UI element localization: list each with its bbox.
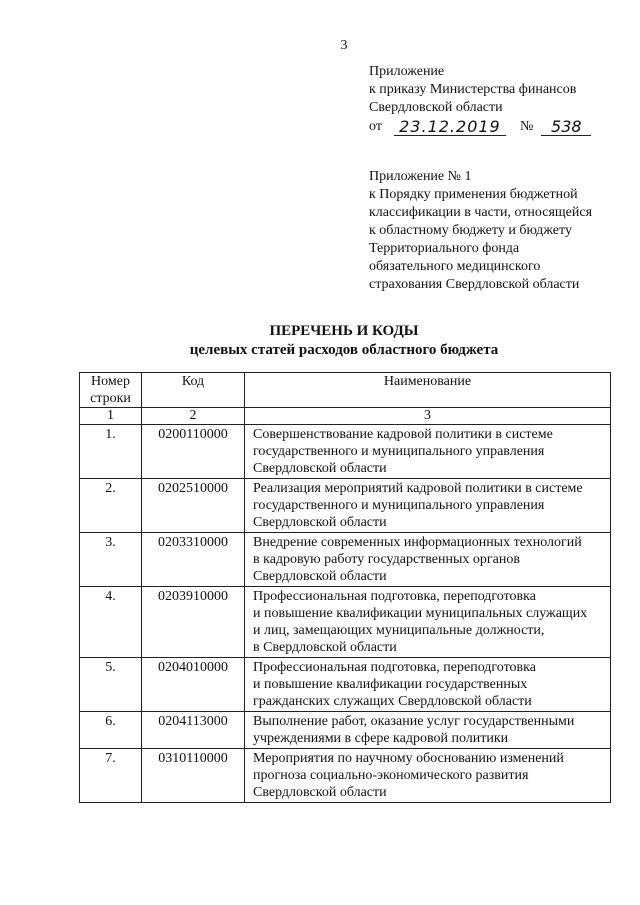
row-name-line: и лиц, замещающих муниципальные должности,: [253, 623, 545, 638]
row-name: [245, 712, 611, 749]
row-name-line: Свердловской области: [253, 461, 387, 476]
row-name-line: Реализация мероприятий кадровой политики в системе: [253, 481, 583, 496]
column-index-row: [80, 408, 611, 425]
handwritten-number: 538: [541, 119, 591, 136]
row-number: 3.: [80, 533, 142, 587]
header-name: Наименование: [245, 373, 611, 408]
column-index: 3: [245, 408, 611, 425]
title-line2: целевых статей расходов областного бюджета: [189, 342, 499, 358]
handwritten-date: 23.12.2019: [394, 119, 506, 136]
table-row: [80, 587, 611, 658]
row-number: 2.: [80, 479, 142, 533]
row-number: 7.: [80, 749, 142, 803]
row-code: 0204113000: [142, 712, 245, 749]
row-name-line: гражданских служащих Свердловской области: [253, 694, 532, 709]
row-name-line: в Свердловской области: [253, 640, 397, 655]
appendix-procedure-line: страхования Свердловской области: [369, 277, 580, 292]
page-number: 3: [340, 38, 348, 53]
row-code: 0200110000: [142, 425, 245, 479]
appendix-procedure-line: Территориального фонда: [369, 241, 520, 256]
row-name-line: и повышение квалификации государственных: [253, 677, 528, 692]
row-number: 4.: [80, 587, 142, 658]
row-name-line: Профессиональная подготовка, переподготовка: [253, 660, 536, 675]
appendix-procedure-line: обязательного медицинского: [369, 259, 541, 274]
codes-table: [79, 372, 611, 803]
appendix-procedure-line: к Порядку применения бюджетной: [369, 187, 578, 202]
row-code: 0204010000: [142, 658, 245, 712]
table-row: [80, 749, 611, 803]
order-date-number-line: [369, 118, 591, 136]
row-name: [245, 658, 611, 712]
row-name-line: и повышение квалификации муниципальных служащих: [253, 606, 588, 621]
appendix-procedure-line: к областному бюджету и бюджету: [369, 223, 572, 238]
appendix-procedure-line: классификации в части, относящейся: [369, 205, 593, 220]
column-index: 1: [80, 408, 142, 425]
table-row: [80, 425, 611, 479]
row-code: 0203310000: [142, 533, 245, 587]
table-body: [80, 425, 611, 803]
appendix-order-block: [369, 63, 591, 136]
row-name-line: Профессиональная подготовка, переподготовка: [253, 589, 536, 604]
appendix-order-line3: Свердловской области: [369, 100, 503, 115]
row-code: 0310110000: [142, 749, 245, 803]
title-line1: ПЕРЕЧЕНЬ И КОДЫ: [269, 323, 419, 339]
row-name: [245, 533, 611, 587]
number-label: №: [519, 119, 534, 134]
row-name-line: в кадровую работу государственных органов: [253, 552, 520, 567]
table-row: [80, 658, 611, 712]
row-name-line: Внедрение современных информационных технологий: [253, 535, 582, 550]
document-title: [0, 322, 640, 360]
row-name-line: Свердловской области: [253, 515, 387, 530]
table-header-row: [80, 373, 611, 408]
row-name: [245, 425, 611, 479]
appendix-order-line2: к приказу Министерства финансов: [369, 82, 577, 97]
appendix-procedure-block: [369, 168, 592, 294]
table-row: [80, 533, 611, 587]
row-name-line: государственного и муниципального управления: [253, 444, 545, 459]
row-name-line: Свердловской области: [253, 569, 387, 584]
row-name-line: учреждениями в сфере кадровой политики: [253, 731, 509, 746]
row-name-line: Свердловской области: [253, 785, 387, 800]
column-index: 2: [142, 408, 245, 425]
table-row: [80, 479, 611, 533]
date-prefix: от: [369, 119, 382, 134]
row-name-line: Совершенствование кадровой политики в системе: [253, 427, 553, 442]
row-name: [245, 479, 611, 533]
row-name-line: государственного и муниципального управления: [253, 498, 545, 513]
row-name: [245, 749, 611, 803]
header-number: Номер строки: [80, 373, 142, 408]
row-number: 6.: [80, 712, 142, 749]
row-code: 0203910000: [142, 587, 245, 658]
appendix-procedure-line: Приложение № 1: [369, 169, 472, 184]
row-name-line: прогноза социально-экономического развития: [253, 768, 529, 783]
appendix-order-line1: Приложение: [369, 64, 445, 79]
table-row: [80, 712, 611, 749]
row-name: [245, 587, 611, 658]
row-name-line: Мероприятия по научному обоснованию изменений: [253, 751, 564, 766]
row-number: 1.: [80, 425, 142, 479]
header-code: Код: [142, 373, 245, 408]
row-name-line: Выполнение работ, оказание услуг государственными: [253, 714, 575, 729]
row-number: 5.: [80, 658, 142, 712]
row-code: 0202510000: [142, 479, 245, 533]
